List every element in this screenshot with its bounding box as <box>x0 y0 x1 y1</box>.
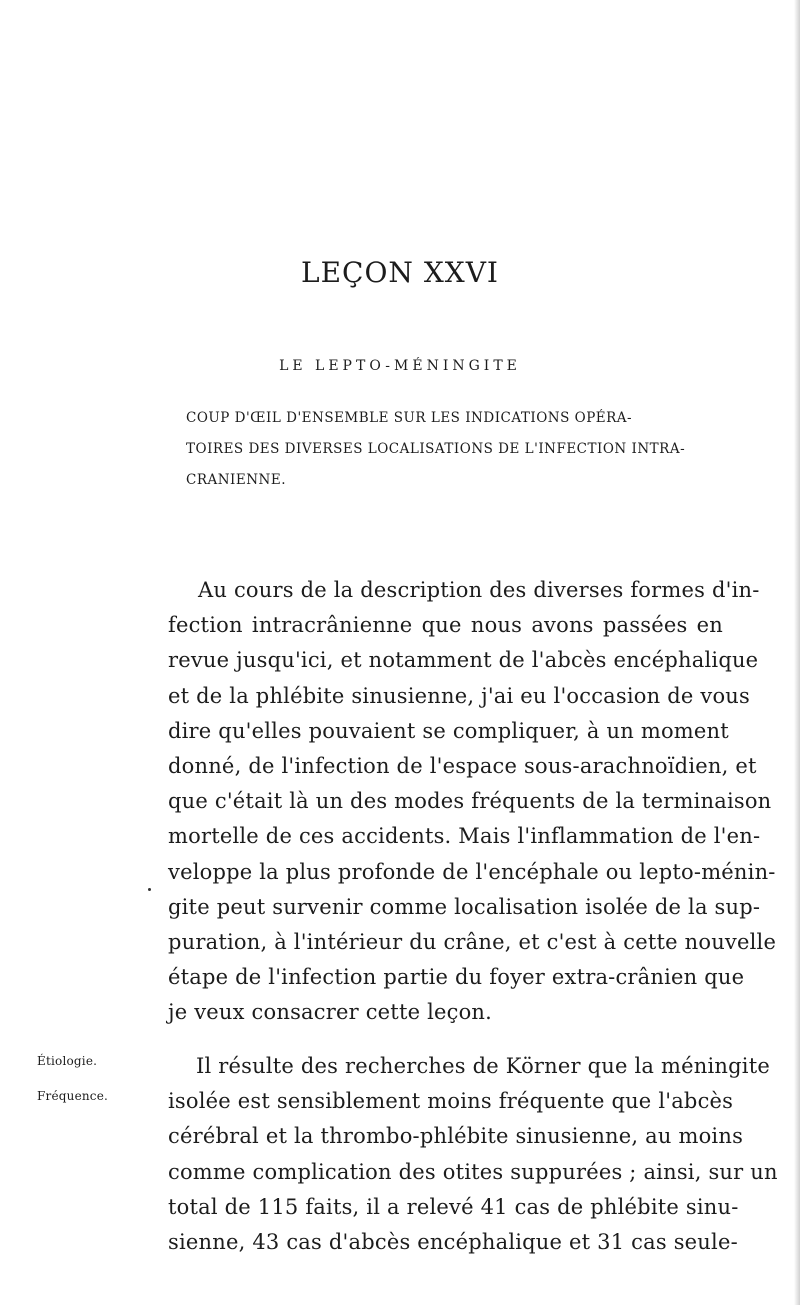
print-speck <box>148 888 151 891</box>
text-line: comme complication des otites suppurées ; ainsi, sur un <box>168 1159 778 1184</box>
text-line: étape de l'infection partie du foyer extra-crânien que <box>168 965 745 990</box>
text-line: que c'était là un des modes fréquents de la terminaison <box>168 789 772 814</box>
summary-line: TOIRES DES DIVERSES LOCALISATIONS DE L'INFECTION INTRA- <box>186 441 686 457</box>
text-line: fection intracrânienne que nous avons passées en <box>168 613 723 638</box>
text-line: isolée est sensiblement moins fréquente que l'abcès <box>168 1089 734 1114</box>
text-line: sienne, 43 cas d'abcès encéphalique et 31 cas seule- <box>168 1229 738 1254</box>
text-line: je veux consacrer cette leçon. <box>168 1000 493 1025</box>
text-line: cérébral et la thrombo-phlébite sinusienne, au moins <box>168 1124 744 1149</box>
text-line: Au cours de la description des diverses formes d'in- <box>198 578 760 602</box>
margin-note-frequence: Fréquence. <box>37 1089 109 1103</box>
text-line: total de 115 faits, il a relevé 41 cas de phlébite sinu- <box>168 1194 739 1219</box>
text-line: gite peut survenir comme localisation isolée de la sup- <box>168 894 761 919</box>
paragraph-etiologie <box>168 1049 778 1260</box>
summary-line: COUP D'ŒIL D'ENSEMBLE SUR LES INDICATIONS OPÉRA- <box>186 410 633 426</box>
text-line: mortelle de ces accidents. Mais l'inflammation de l'en- <box>168 824 761 849</box>
text-line: puration, à l'intérieur du crâne, et c'est à cette nouvelle <box>168 929 777 954</box>
page-edge-shadow <box>794 0 800 1305</box>
text-line: et de la phlébite sinusienne, j'ai eu l'occasion de vous <box>168 683 750 708</box>
text-line: Il résulte des recherches de Körner que la méningite <box>196 1054 770 1078</box>
margin-note-etiologie: Étiologie. <box>37 1054 98 1068</box>
lesson-title: LEÇON XXVI <box>301 256 499 289</box>
text-line: veloppe la plus profonde de l'encéphale ou lepto-ménin- <box>168 859 776 884</box>
summary-line: CRANIENNE. <box>186 472 287 488</box>
paragraph-introduction <box>168 573 777 1030</box>
lesson-subtitle: LE LEPTO-MÉNINGITE <box>279 358 521 374</box>
text-line: donné, de l'infection de l'espace sous-arachnoïdien, et <box>168 753 757 778</box>
chapter-summary <box>186 403 716 496</box>
text-line: dire qu'elles pouvaient se compliquer, à un moment <box>168 718 729 743</box>
text-line: revue jusqu'ici, et notamment de l'abcès encéphalique <box>168 648 759 673</box>
